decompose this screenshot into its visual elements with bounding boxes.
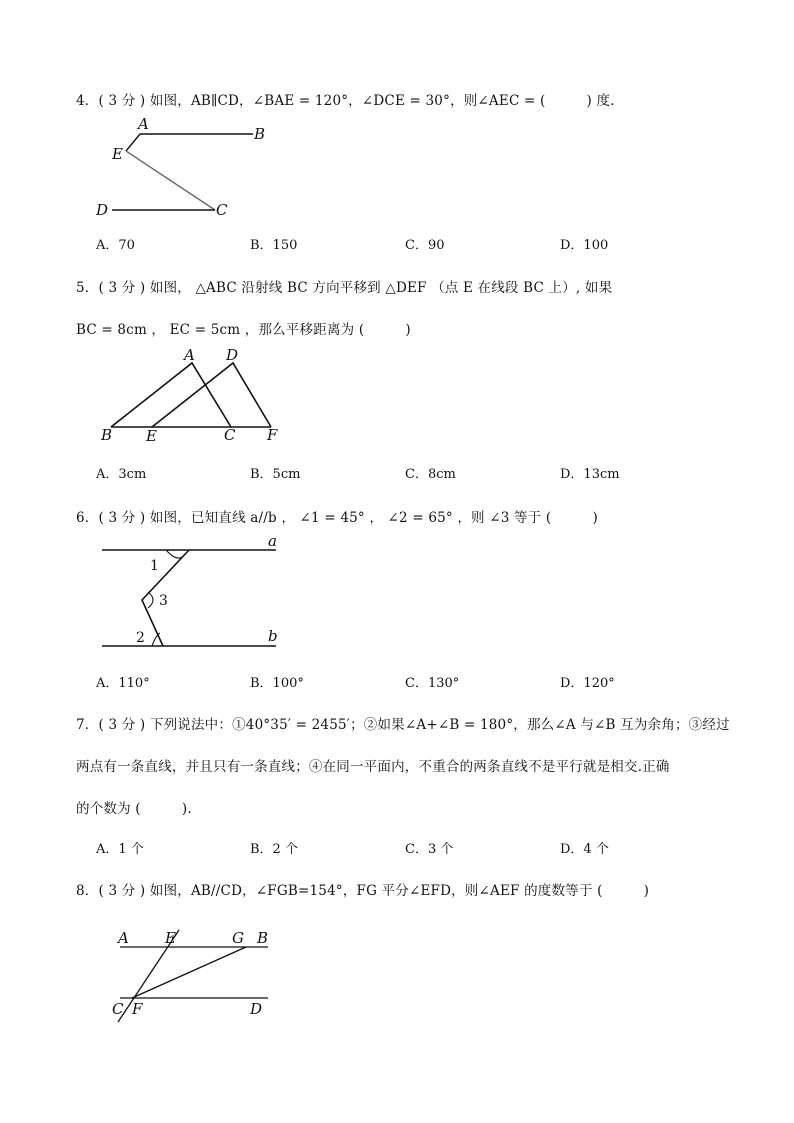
question-6-figure <box>96 530 296 652</box>
q7-option-b[interactable]: B．2 个 <box>250 842 298 857</box>
question-8-stem: 8．( 3 分 ) 如图，AB//CD，∠FGB=154°，FG 平分∠EFD，则∠AEF 的度数等于 ( ) <box>76 883 650 899</box>
label-g: G <box>232 929 244 947</box>
question-4-stem: 4．( 3 分 ) 如图，AB∥CD，∠BAE = 120°，∠DCE = 30°，则∠AEC = ( ) 度． <box>76 93 624 109</box>
question-7-stem-line2: 两点有一条直线，并且只有一条直线；④在同一平面内，不重合的两条直线不是平行就是相交.正确 <box>76 759 670 775</box>
q4-option-b[interactable]: B．150 <box>250 238 298 253</box>
label-b: B <box>254 125 266 143</box>
label-e: E <box>112 145 123 163</box>
q6-option-b[interactable]: B．100° <box>250 676 304 691</box>
q7-option-a[interactable]: A．1 个 <box>96 842 144 857</box>
q7-option-d[interactable]: D．4 个 <box>560 842 609 857</box>
q7-option-c[interactable]: C．3 个 <box>405 842 454 857</box>
label-b: B <box>101 426 113 444</box>
label-angle-1: 1 <box>150 558 159 574</box>
q5-option-b[interactable]: B．5cm <box>250 467 301 482</box>
triangle-abc <box>111 363 231 427</box>
question-7-stem-line1: 7．( 3 分 ) 下列说法中：①40°35′ = 2455′；②如果∠A+∠B = 180°，那么∠A 与∠B 互为余角；③经过 <box>76 717 730 733</box>
label-c: C <box>224 426 236 444</box>
q4-option-d[interactable]: D．100 <box>560 238 609 253</box>
question-4-figure <box>90 114 280 224</box>
question-7-stem-line3: 的个数为 ( ). <box>76 801 192 817</box>
q5-option-d[interactable]: D．13cm <box>560 467 620 482</box>
angle-1-arc <box>166 550 182 558</box>
label-a: A <box>118 929 129 947</box>
label-angle-2: 2 <box>136 630 145 646</box>
q4-option-a[interactable]: A．70 <box>96 238 135 253</box>
label-d: D <box>226 348 239 364</box>
label-f: F <box>267 426 278 444</box>
label-e: E <box>146 427 157 445</box>
label-line-a: a <box>268 532 277 550</box>
segment-ec <box>126 151 215 210</box>
q5-option-c[interactable]: C．8cm <box>405 467 456 482</box>
label-a: A <box>184 348 195 364</box>
question-5-stem-line2: BC = 8cm ， EC = 5cm ，那么平移距离为 ( ) <box>76 322 411 338</box>
label-d: D <box>96 201 109 219</box>
q4-option-c[interactable]: C．90 <box>405 238 445 253</box>
segment-fg <box>132 947 246 998</box>
q6-option-d[interactable]: D．120° <box>560 676 615 691</box>
label-d: D <box>250 1000 263 1018</box>
segment-ae <box>126 134 140 151</box>
label-e: E <box>165 929 176 947</box>
label-c: C <box>216 201 228 219</box>
q5-option-a[interactable]: A．3cm <box>96 467 147 482</box>
label-a: A <box>138 115 149 133</box>
label-angle-3: 3 <box>159 593 168 609</box>
question-5-stem-line1: 5．( 3 分 ) 如图， △ABC 沿射线 BC 方向平移到 △DEF （点 E 在线段 BC 上）, 如果 <box>76 280 613 296</box>
question-5-figure <box>96 348 296 448</box>
label-line-b: b <box>268 627 278 645</box>
question-8-figure <box>104 922 284 1024</box>
label-f: F <box>132 1000 143 1018</box>
angle-3-arc <box>148 592 153 608</box>
q6-option-c[interactable]: C．130° <box>405 676 460 691</box>
label-b: B <box>257 929 269 947</box>
label-c: C <box>112 1000 124 1018</box>
question-6-stem: 6．( 3 分 ) 如图，已知直线 a//b ， ∠1 = 45° ， ∠2 = 65° ，则 ∠3 等于 ( ) <box>76 510 598 526</box>
q6-option-a[interactable]: A．110° <box>96 676 150 691</box>
